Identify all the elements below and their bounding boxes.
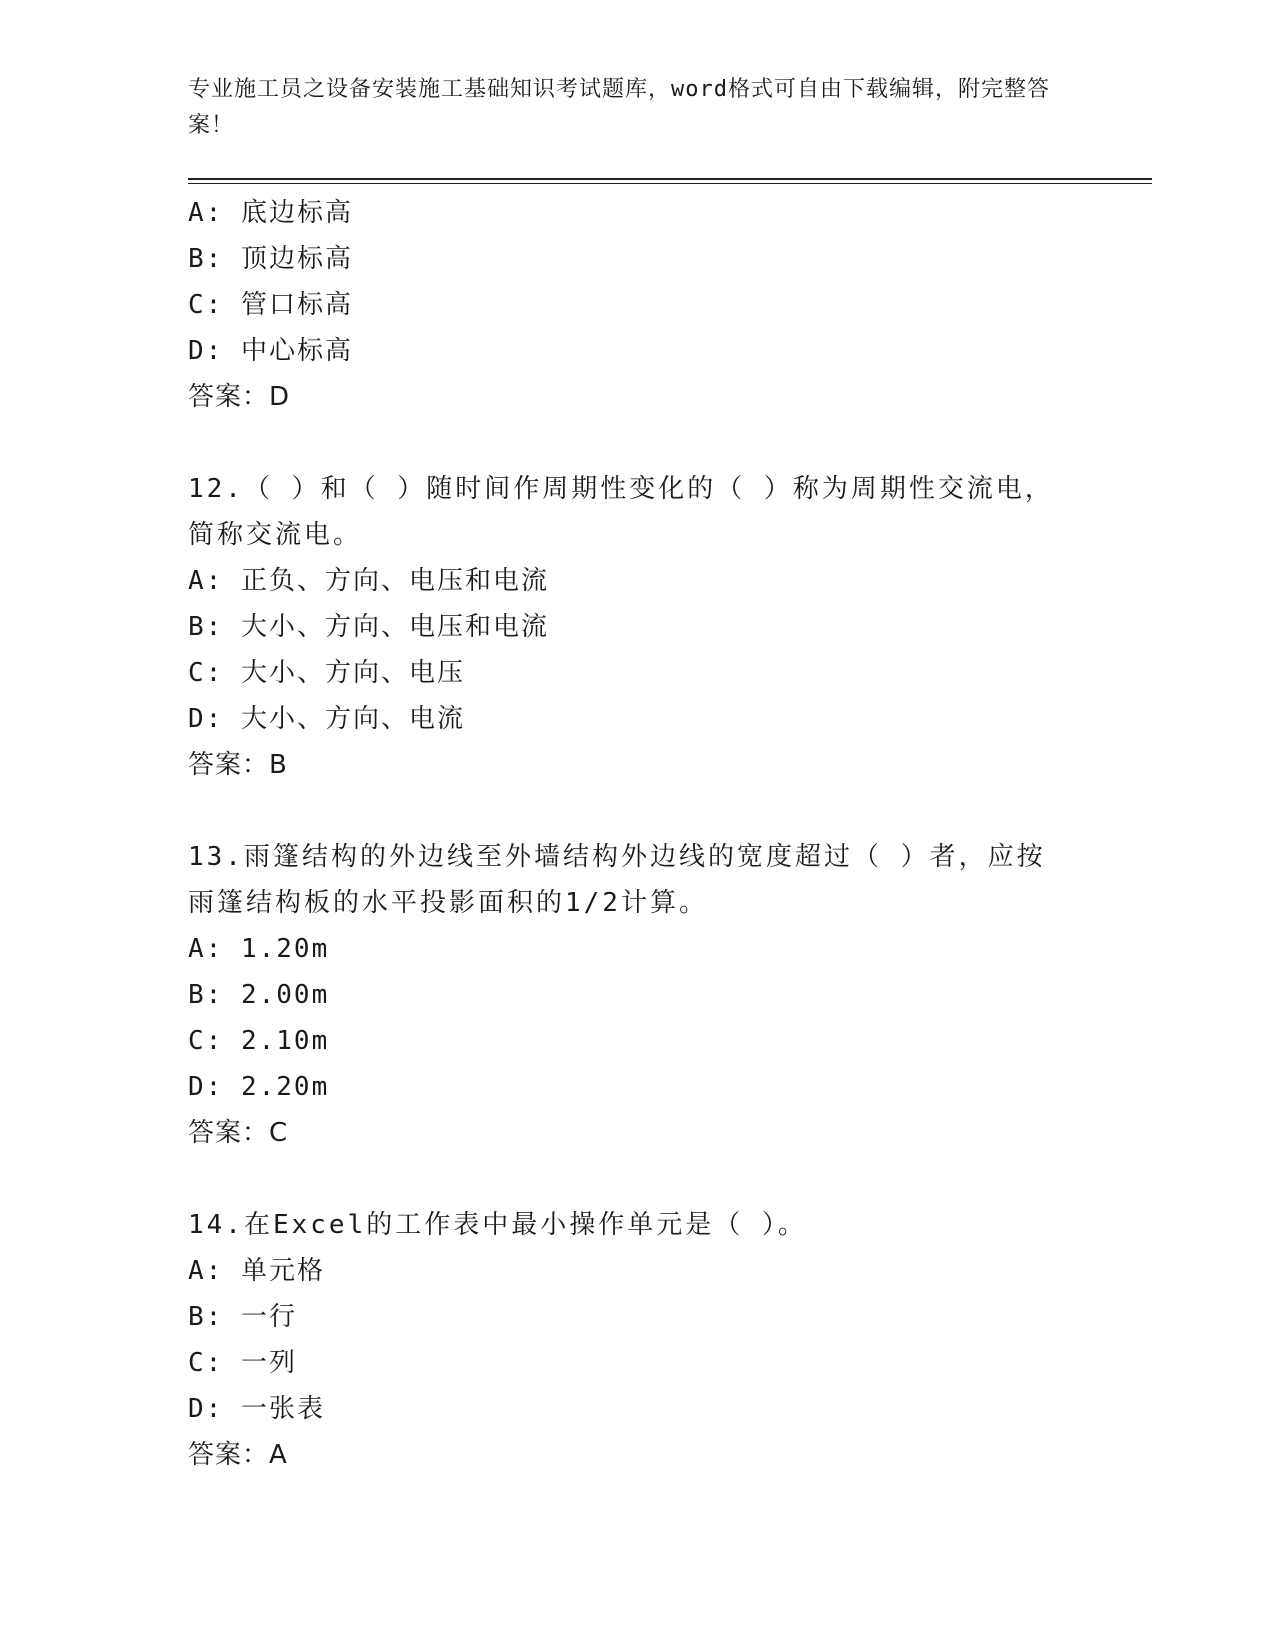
- answer: 答案：D: [188, 382, 291, 412]
- option-b: B: 顶边标高: [188, 244, 353, 274]
- document-header: 专业施工员之设备安装施工基础知识考试题库，word格式可自由下载编辑，附完整答案！: [188, 77, 1050, 138]
- option-c: C: 大小、方向、电压: [188, 658, 465, 688]
- option-d: D: 大小、方向、电流: [188, 704, 465, 734]
- option-b: B: 大小、方向、电压和电流: [188, 612, 549, 642]
- option-d: D: 一张表: [188, 1394, 325, 1424]
- option-c: C: 一列: [188, 1348, 297, 1378]
- question-text: 14.在Excel的工作表中最小操作单元是（ ）。: [188, 1210, 807, 1240]
- option-d: D: 2.20m: [188, 1072, 330, 1102]
- question-11-remainder: [188, 190, 1088, 420]
- option-b: B: 一行: [188, 1302, 297, 1332]
- question-text: 12.（ ）和（ ）随时间作周期性变化的（ ）称为周期性交流电，简称交流电。: [188, 474, 1054, 550]
- answer: 答案：B: [188, 750, 288, 780]
- option-c: C: 2.10m: [188, 1026, 330, 1056]
- question-list: [188, 190, 1088, 1478]
- question-text: 13.雨篷结构的外边线至外墙结构外边线的宽度超过（ ）者，应按雨篷结构板的水平投影面积的1/2计算。: [188, 842, 1046, 918]
- option-b: B: 2.00m: [188, 980, 330, 1010]
- option-a: A: 单元格: [188, 1256, 325, 1286]
- question-13: [188, 834, 1088, 1156]
- option-a: A: 正负、方向、电压和电流: [188, 566, 549, 596]
- question-14: [188, 1202, 1088, 1478]
- option-a: A: 底边标高: [188, 198, 353, 228]
- header-divider-thin: [188, 183, 1152, 184]
- option-c: C: 管口标高: [188, 290, 353, 320]
- header-divider: [188, 178, 1152, 180]
- option-d: D: 中心标高: [188, 336, 353, 366]
- answer: 答案：C: [188, 1118, 289, 1148]
- option-a: A: 1.20m: [188, 934, 330, 964]
- question-12: [188, 466, 1088, 788]
- answer: 答案：A: [188, 1440, 288, 1470]
